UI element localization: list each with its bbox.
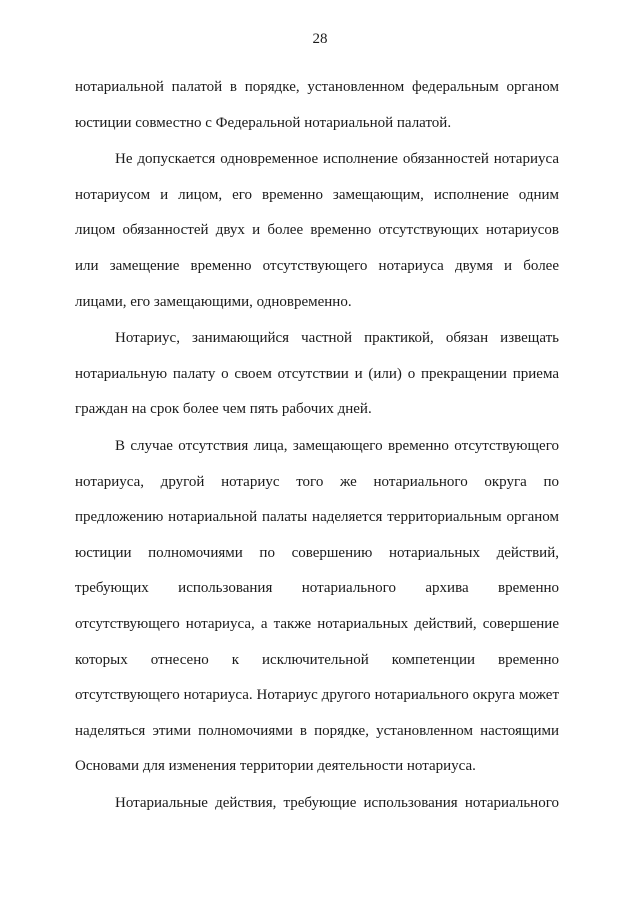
paragraph-5: Нотариальные действия, требующие использования нотариального: [115, 794, 559, 811]
paragraph-1: нотариальной палатой в порядке, установленном федеральным органом юстиции совместно с Федеральной нотариальной палатой.: [75, 79, 559, 131]
paragraph-4: В случае отсутствия лица, замещающего временно отсутствующего нотариуса, другой нотариус того же нотариального округа по предложению нотариальной палаты наделяется территориальным органом юстиции полномочиями по совершению нотариальных действий, требующих использования нотариального архива временно отсутствующего нотариуса, а также нотариальных действий, совершение которых отнесено к исключительной компетенции временно отсутствующего нотариуса. Нотариус другого нотариального округа может наделяться этими полномочиями в порядке, установленном настоящими Основами для изменения территории деятельности нотариуса.: [75, 437, 559, 775]
paragraph-3: Нотариус, занимающийся частной практикой, обязан извещать нотариальную палату о своем отсутствии и (или) о прекращении приема граждан на срок более чем пять рабочих дней.: [75, 330, 559, 418]
document-body: [75, 70, 559, 821]
paragraph-2: Не допускается одновременное исполнение обязанностей нотариуса нотариусом и лицом, его временно замещающим, исполнение одним лицом обязанностей двух и более временно отсутствующих нотариусов или замещение временно отсутствующего нотариуса двумя и более лицами, его замещающими, одновременно.: [75, 151, 559, 310]
page-number: 28: [312, 31, 328, 47]
